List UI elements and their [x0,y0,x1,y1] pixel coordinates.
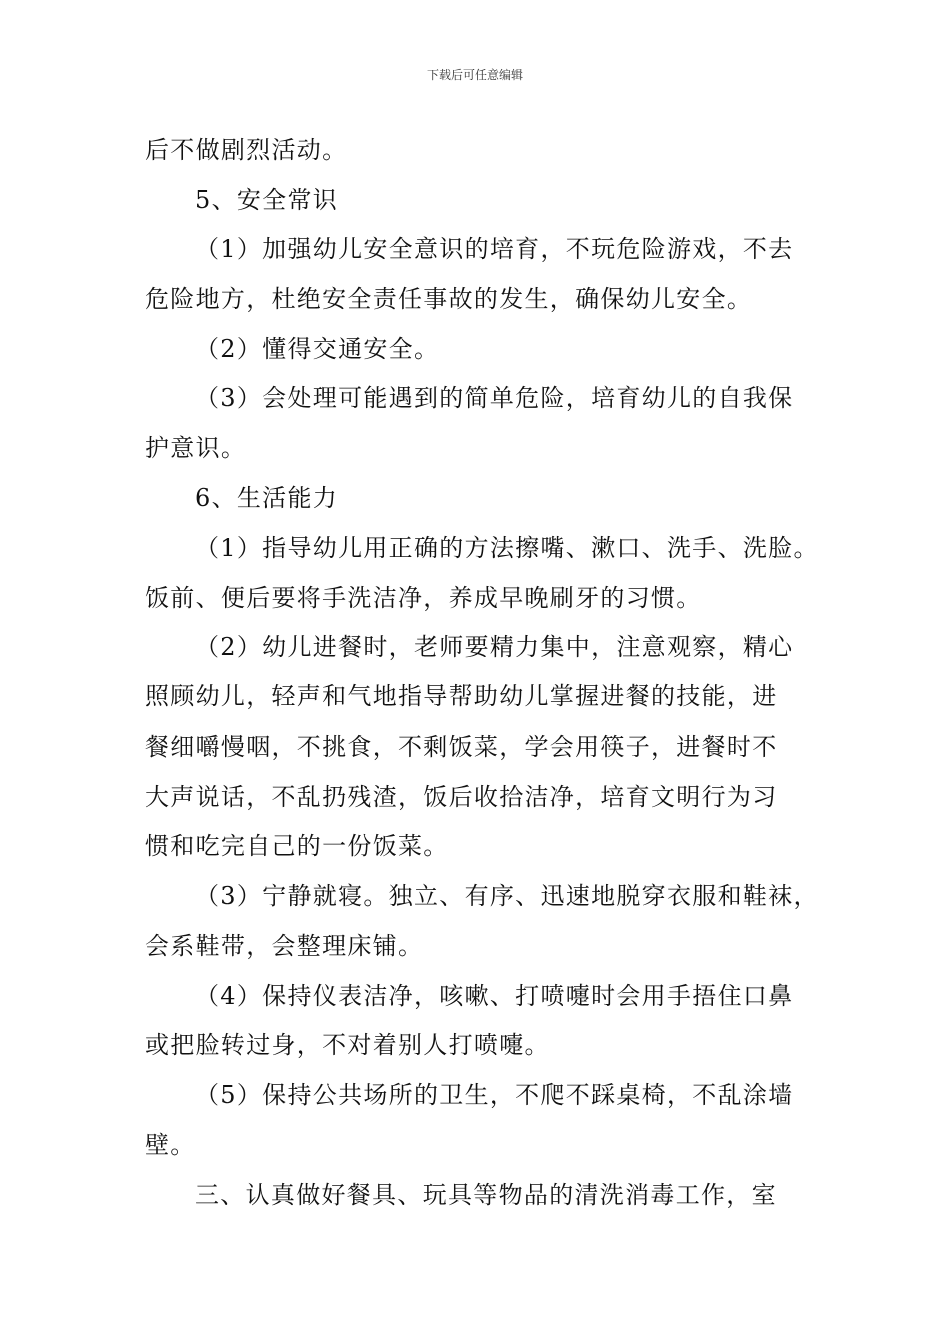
section-heading: 5、安全常识 [195,186,339,214]
section-heading: 6、生活能力 [195,484,339,512]
text-line: （4）保持仪表洁净，咳嗽、打喷嚏时会用手捂住口鼻 [195,982,794,1010]
text-line: （3）宁静就寝。独立、有序、迅速地脱穿衣服和鞋袜， [195,882,819,910]
text-line: 护意识。 [145,434,247,462]
text-line: 或把脸转过身，不对着别人打喷嚏。 [145,1031,550,1059]
text-line: （1）加强幼儿安全意识的培育，不玩危险游戏，不去 [195,235,794,263]
text-line: （2）懂得交通安全。 [195,335,440,363]
text-line: 会系鞋带，会整理床铺。 [145,932,424,960]
text-line: 大声说话，不乱扔残渣，饭后收拾洁净，培育文明行为习 [145,783,778,811]
text-line: 危险地方，杜绝安全责任事故的发生，确保幼儿安全。 [145,285,753,313]
text-line: （5）保持公共场所的卫生，不爬不踩桌椅，不乱涂墙 [195,1081,794,1109]
text-line: 餐细嚼慢咽，不挑食，不剩饭菜，学会用筷子，进餐时不 [145,733,778,761]
text-line: （2）幼儿进餐时，老师要精力集中，注意观察，精心 [195,633,794,661]
text-line: 照顾幼儿，轻声和气地指导帮助幼儿掌握进餐的技能，进 [145,682,778,710]
text-line: 壁。 [145,1131,196,1159]
text-line: 后不做剧烈活动。 [145,136,348,164]
text-line: （1）指导幼儿用正确的方法擦嘴、漱口、洗手、洗脸。 [195,534,819,562]
section-heading: 三、认真做好餐具、玩具等物品的清洗消毒工作，室 [195,1181,777,1209]
page-header: 下载后可任意编辑 [426,68,523,82]
text-line: 饭前、便后要将手洗洁净，养成早晚刷牙的习惯。 [145,584,702,612]
text-line: 惯和吃完自己的一份饭菜。 [145,832,449,860]
text-line: （3）会处理可能遇到的简单危险，培育幼儿的自我保 [195,384,794,412]
